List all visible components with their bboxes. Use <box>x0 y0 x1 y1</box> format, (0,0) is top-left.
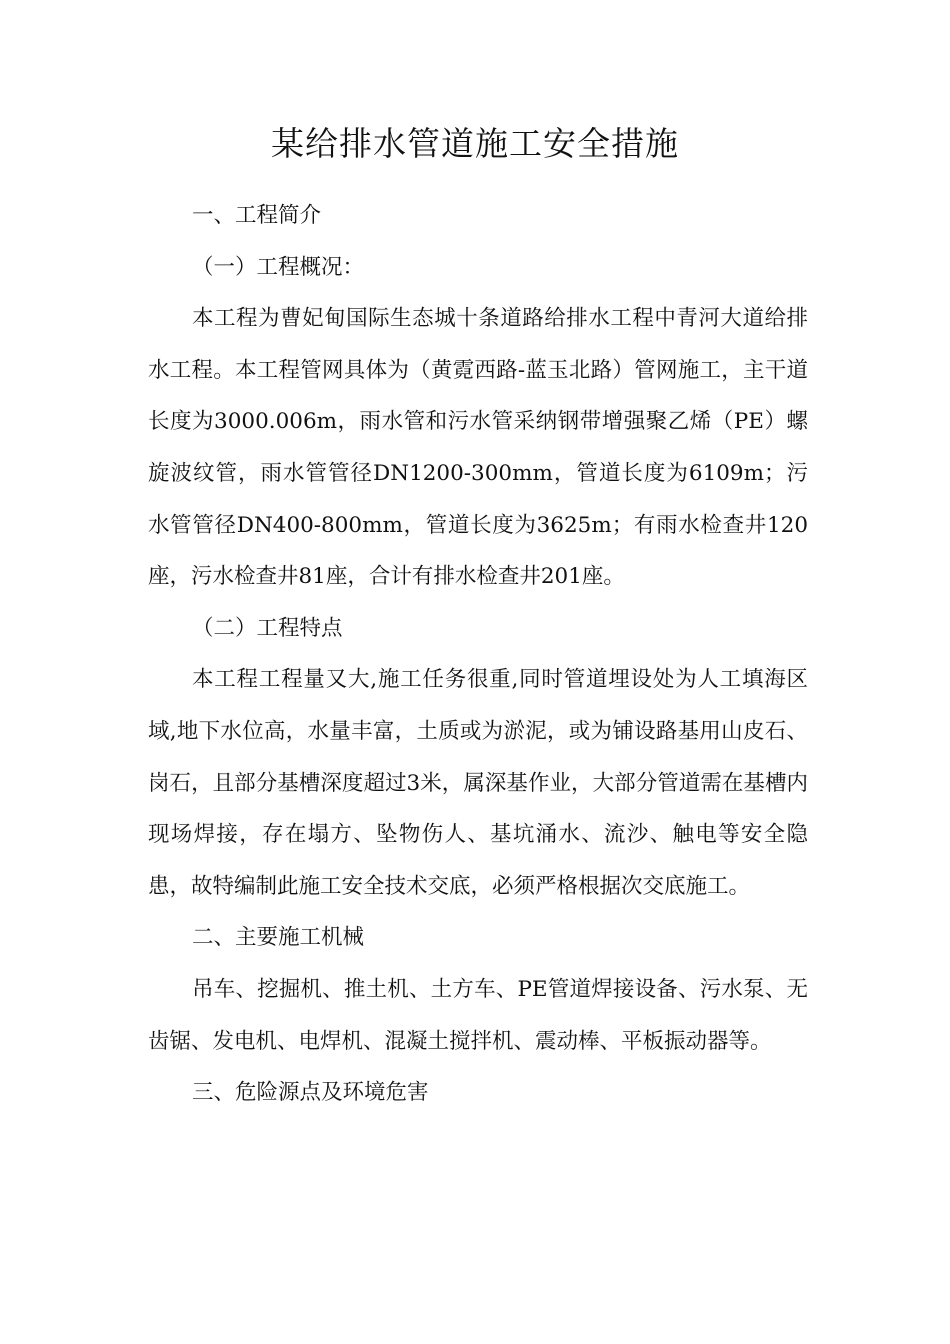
section-heading-project-overview: 一、工程简介 <box>192 203 322 228</box>
subsection-heading-project-features: （二）工程特点 <box>192 615 343 641</box>
subsection-heading-project-summary: （一）工程概况： <box>192 254 365 280</box>
paragraph-main-machinery: 吊车、挖掘机、推土机、土方车、PE管道焊接设备、污水泵、无齿锯、发电机、电焊机、混凝土搅拌机、震动棒、平板振动器等。 <box>148 976 808 1054</box>
paragraph-project-summary: 本工程为曹妃甸国际生态城十条道路给排水工程中青河大道给排水工程。本工程管网具体为（黄霓西路-蓝玉北路）管网施工，主干道长度为3000.006m，雨水管和污水管采纳钢带增强聚乙烯（PE）螺旋波纹管，雨水管管径DN1200-300mm，管道长度为6109m；污水管管径DN400-800mm，管道长度为3625m；有雨水检查井120座，污水检查井81座，合计有排水检查井201座。 <box>148 306 808 590</box>
document-body <box>148 190 808 1119</box>
paragraph-project-features: 本工程工程量又大,施工任务很重,同时管道埋设处为人工填海区域,地下水位高，水量丰富，土质或为淤泥，或为铺设路基用山皮石、岗石，且部分基槽深度超过3米，属深基作业，大部分管道需在基槽内现场焊接，存在塌方、坠物伤人、基坑涌水、流沙、触电等安全隐患，故特编制此施工安全技术交底，必须严格根据次交底施工。 <box>148 667 808 899</box>
document-title: 某给排水管道施工安全措施 <box>271 124 679 163</box>
section-heading-hazards: 三、危险源点及环境危害 <box>192 1080 429 1106</box>
section-heading-main-machinery: 二、主要施工机械 <box>192 925 365 951</box>
